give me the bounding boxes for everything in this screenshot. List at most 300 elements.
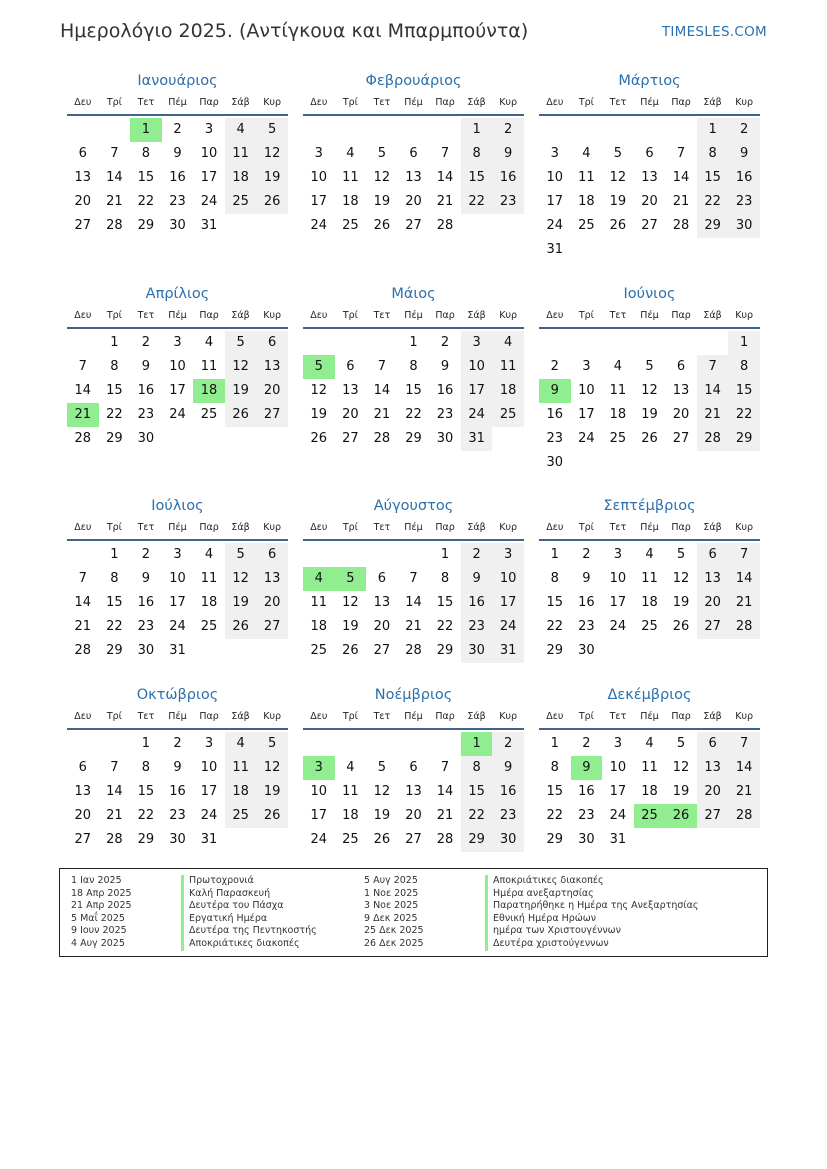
day-cell: 4 — [346, 760, 355, 775]
legend-holiday-name: Ημέρα ανεξαρτησίας — [485, 888, 698, 901]
day-cell: 8 — [110, 359, 119, 374]
day-cell: 6 — [256, 331, 288, 355]
day-cell: 6 — [409, 146, 418, 161]
day-cell: 8 — [550, 571, 559, 586]
day-cell: 14 — [436, 784, 454, 799]
day-cell: 16 — [137, 383, 155, 398]
weekday-label: Κυρ — [735, 711, 754, 722]
day-cell: 7 — [377, 359, 387, 374]
legend-date: 18 Απρ 2025 — [71, 887, 132, 899]
day-cell: 16 — [169, 170, 186, 185]
day-cell: 19 — [342, 619, 359, 634]
day-cell: 8 — [461, 142, 493, 166]
day-cell: 19 — [373, 194, 391, 209]
day-cell: 19 — [256, 780, 288, 804]
weekday-label: Κυρ — [735, 97, 754, 108]
empty-cell — [571, 331, 603, 355]
day-cell: 22 — [461, 804, 493, 828]
weekday-label: Κυρ — [263, 522, 282, 533]
weekday-label: Τρί — [578, 711, 594, 722]
weekday-header — [67, 92, 288, 116]
weekday-header — [539, 517, 760, 541]
day-cell: 8 — [697, 142, 729, 166]
weekday-label: Δευ — [546, 310, 564, 321]
day-cell: 22 — [436, 619, 454, 634]
day-cell: 17 — [609, 784, 627, 799]
day-cell: 4 — [613, 359, 623, 374]
day-cell: 17 — [200, 784, 218, 799]
day-cell: 20 — [256, 379, 288, 403]
month-name: Μάιος — [391, 286, 436, 302]
day-cell: 2 — [492, 118, 524, 142]
day-cell: 30 — [546, 455, 564, 470]
day-cell: 20 — [697, 591, 729, 615]
weekday-label: Κυρ — [499, 97, 518, 108]
day-cell: 12 — [256, 756, 288, 780]
day-cell: 22 — [106, 619, 123, 634]
legend-holiday-name: Παρατηρήθηκε η Ημέρα της Ανεξαρτησίας — [485, 900, 698, 913]
month-name: Σεπτέμβριος — [603, 498, 696, 514]
weekday-label: Δευ — [74, 97, 92, 108]
empty-cell — [398, 732, 430, 756]
weekday-label: Δευ — [310, 522, 328, 533]
day-cell: 12 — [373, 170, 391, 185]
day-cell: 20 — [405, 194, 422, 209]
weekday-label: Κυρ — [735, 310, 754, 321]
weekday-label: Σάβ — [231, 522, 250, 533]
legend-date: 1 Ιαν 2025 — [71, 875, 122, 886]
empty-cell — [539, 331, 571, 355]
day-cell: 10 — [609, 571, 627, 586]
day-cell: 19 — [641, 407, 658, 422]
month-name: Μάρτιος — [618, 73, 681, 89]
day-cell: 3 — [204, 736, 214, 751]
legend-date: 9 Δεκ 2025 — [364, 912, 418, 924]
day-cell: 14 — [697, 379, 729, 403]
weekday-label: Σάβ — [231, 711, 250, 722]
day-cell: 10 — [310, 170, 328, 185]
weekday-label: Πέμ — [168, 310, 187, 321]
legend-names-left — [181, 875, 317, 951]
day-cell: 14 — [106, 170, 123, 185]
day-cell: 27 — [405, 218, 422, 233]
day-cell: 24 — [461, 403, 493, 427]
weekday-label: Παρ — [199, 310, 219, 321]
day-cell: 28 — [697, 427, 729, 451]
day-cell: 17 — [200, 170, 218, 185]
day-cell: 19 — [672, 595, 690, 610]
day-cell: 17 — [546, 194, 564, 209]
day-cell: 18 — [225, 166, 257, 190]
page-title: Ημερολόγιο 2025. (Αντίγκουα και Μπαρμπούντα) — [60, 20, 529, 42]
day-cell: 30 — [578, 832, 595, 847]
day-cell: 11 — [342, 170, 359, 185]
day-cell: 29 — [728, 427, 760, 451]
day-cell: 18 — [342, 194, 359, 209]
empty-cell — [67, 118, 99, 142]
weekday-label: Κυρ — [499, 310, 518, 321]
legend-holiday-name: Αποκριάτικες διακοπές — [181, 938, 317, 951]
day-cell: 1 — [141, 736, 151, 751]
day-cell: 9 — [582, 571, 591, 586]
weekday-label: Παρ — [435, 310, 455, 321]
day-cell: 4 — [346, 146, 355, 161]
day-cell: 24 — [492, 615, 524, 639]
day-cell: 24 — [169, 619, 186, 634]
day-cell: 27 — [373, 643, 391, 658]
day-cell: 2 — [173, 736, 182, 751]
weekday-label: Τετ — [137, 711, 155, 722]
day-cell: 6 — [256, 543, 288, 567]
legend-holiday-name: ημέρα των Χριστουγέννων — [485, 925, 698, 938]
day-cell: 7 — [676, 146, 686, 161]
day-cell: 27 — [74, 832, 92, 847]
day-cell: 8 — [110, 571, 119, 586]
day-cell: 19 — [225, 379, 257, 403]
day-cell: 13 — [697, 756, 729, 780]
day-cell: 31 — [609, 832, 627, 847]
day-cell: 16 — [137, 595, 155, 610]
legend-holiday-name: Δευτέρα χριστούγεννων — [485, 938, 698, 951]
day-cell: 5 — [613, 146, 623, 161]
day-cell: 24 — [310, 218, 328, 233]
day-cell: 27 — [342, 431, 359, 446]
day-cell: 7 — [440, 146, 450, 161]
weekday-label: Τετ — [609, 310, 627, 321]
day-cell: 25 — [578, 218, 595, 233]
weekday-label: Κυρ — [499, 522, 518, 533]
weekday-label: Πέμ — [168, 522, 187, 533]
weekday-label: Παρ — [435, 522, 455, 533]
holiday-day-cell: 3 — [303, 756, 335, 780]
day-cell: 24 — [546, 218, 564, 233]
legend-holiday-name: Εθνική Ημέρα Ηρώων — [485, 913, 698, 926]
weekday-label: Τετ — [373, 310, 391, 321]
day-cell: 10 — [578, 383, 595, 398]
day-cell: 10 — [609, 760, 627, 775]
day-cell: 22 — [137, 808, 155, 823]
day-cell: 17 — [461, 379, 493, 403]
empty-cell — [429, 118, 461, 142]
day-cell: 16 — [436, 383, 454, 398]
day-cell: 23 — [169, 808, 186, 823]
day-cell: 21 — [373, 407, 391, 422]
day-cell: 26 — [373, 832, 391, 847]
day-cell: 12 — [256, 142, 288, 166]
weekday-label: Πέμ — [640, 310, 659, 321]
month-name: Φεβρουάριος — [365, 73, 462, 89]
holiday-day-cell: 5 — [303, 355, 335, 379]
day-cell: 17 — [169, 383, 186, 398]
day-cell: 8 — [728, 355, 760, 379]
day-cell: 1 — [461, 118, 493, 142]
weekday-label: Παρ — [435, 97, 455, 108]
day-cell: 7 — [110, 146, 119, 161]
day-cell: 31 — [169, 643, 186, 658]
day-cell: 3 — [314, 146, 323, 161]
legend-date: 3 Νοε 2025 — [364, 900, 419, 912]
weekday-label: Τετ — [373, 97, 391, 108]
day-cell: 16 — [578, 784, 595, 799]
day-cell: 23 — [578, 808, 595, 823]
empty-cell — [398, 543, 430, 567]
day-cell: 8 — [409, 359, 418, 374]
day-cell: 25 — [641, 619, 658, 634]
day-cell: 26 — [225, 403, 257, 427]
day-cell: 16 — [728, 166, 760, 190]
day-cell: 27 — [74, 218, 92, 233]
day-cell: 19 — [310, 407, 328, 422]
day-cell: 29 — [697, 214, 729, 238]
day-cell: 27 — [697, 804, 729, 828]
legend-holiday-name: Αποκριάτικες διακοπές — [485, 875, 698, 888]
day-cell: 15 — [106, 383, 123, 398]
day-cell: 16 — [546, 407, 564, 422]
day-cell: 18 — [578, 194, 595, 209]
day-cell: 14 — [672, 170, 690, 185]
weekday-label: Κυρ — [263, 310, 282, 321]
holiday-day-cell: 9 — [539, 379, 571, 403]
day-cell: 31 — [546, 242, 564, 257]
weekday-label: Σάβ — [703, 522, 722, 533]
empty-cell — [665, 331, 697, 355]
day-cell: 15 — [405, 383, 422, 398]
day-cell: 26 — [672, 619, 690, 634]
day-cell: 19 — [609, 194, 627, 209]
day-cell: 19 — [256, 166, 288, 190]
day-cell: 1 — [110, 335, 119, 350]
holiday-day-cell: 1 — [461, 732, 493, 756]
day-cell: 13 — [74, 170, 92, 185]
day-cell: 22 — [137, 194, 155, 209]
weekday-label: Πέμ — [404, 97, 423, 108]
day-cell: 5 — [377, 760, 387, 775]
day-cell: 20 — [672, 407, 690, 422]
day-cell: 3 — [173, 547, 182, 562]
day-cell: 6 — [697, 543, 729, 567]
legend-date: 25 Δεκ 2025 — [364, 925, 424, 937]
day-cell: 20 — [74, 808, 92, 823]
weekday-label: Σάβ — [467, 310, 486, 321]
month-block — [539, 283, 760, 475]
day-cell: 31 — [200, 832, 218, 847]
day-cell: 23 — [137, 407, 155, 422]
day-cell: 20 — [641, 194, 658, 209]
empty-cell — [99, 118, 131, 142]
day-cell: 5 — [676, 736, 686, 751]
weekday-label: Δευ — [310, 97, 328, 108]
weekday-header — [303, 92, 524, 116]
day-cell: 4 — [204, 547, 214, 562]
brand-link[interactable]: TIMESLES.COM — [661, 24, 767, 40]
day-cell: 3 — [204, 122, 214, 137]
day-cell: 11 — [641, 760, 658, 775]
day-cell: 20 — [697, 780, 729, 804]
day-cell: 31 — [492, 639, 524, 663]
day-cell: 28 — [74, 643, 92, 658]
empty-cell — [335, 331, 367, 355]
weekday-label: Πέμ — [640, 711, 659, 722]
day-cell: 13 — [697, 567, 729, 591]
day-cell: 30 — [492, 828, 524, 852]
day-cell: 25 — [492, 403, 524, 427]
day-cell: 15 — [546, 784, 564, 799]
day-cell: 3 — [613, 547, 623, 562]
day-cell: 25 — [225, 804, 257, 828]
weekday-label: Τρί — [342, 97, 358, 108]
empty-cell — [99, 732, 131, 756]
month-block — [303, 70, 524, 238]
day-cell: 21 — [106, 808, 123, 823]
day-cell: 29 — [461, 828, 493, 852]
day-cell: 3 — [173, 335, 182, 350]
day-cell: 11 — [225, 142, 257, 166]
legend-holiday-name: Πρωτοχρονιά — [181, 875, 317, 888]
empty-cell — [335, 118, 367, 142]
day-cell: 6 — [645, 146, 654, 161]
weekday-header — [67, 305, 288, 329]
day-cell: 22 — [546, 619, 564, 634]
day-cell: 27 — [672, 431, 690, 446]
day-cell: 15 — [137, 170, 155, 185]
day-cell: 25 — [200, 407, 218, 422]
weekday-label: Σάβ — [703, 711, 722, 722]
holiday-day-cell: 4 — [303, 567, 335, 591]
day-cell: 17 — [310, 194, 328, 209]
day-cell: 8 — [141, 146, 151, 161]
day-cell: 28 — [106, 218, 123, 233]
weekday-label: Τρί — [578, 522, 594, 533]
day-cell: 23 — [546, 431, 564, 446]
day-cell: 5 — [676, 547, 686, 562]
day-cell: 7 — [110, 760, 119, 775]
empty-cell — [303, 543, 335, 567]
day-cell: 27 — [641, 218, 658, 233]
day-cell: 26 — [225, 615, 257, 639]
day-cell: 14 — [405, 595, 422, 610]
day-grid — [303, 118, 524, 238]
day-cell: 1 — [697, 118, 729, 142]
day-cell: 7 — [78, 359, 87, 374]
day-cell: 15 — [697, 166, 729, 190]
month-name: Ιούνιος — [623, 286, 676, 302]
weekday-header — [539, 305, 760, 329]
day-cell: 1 — [440, 547, 450, 562]
day-cell: 6 — [409, 760, 418, 775]
day-cell: 18 — [225, 780, 257, 804]
day-cell: 28 — [436, 218, 454, 233]
day-cell: 16 — [578, 595, 595, 610]
day-cell: 14 — [74, 383, 92, 398]
day-cell: 21 — [697, 403, 729, 427]
legend-date: 5 Μαΐ 2025 — [71, 912, 125, 924]
empty-cell — [67, 732, 99, 756]
day-cell: 5 — [225, 331, 257, 355]
day-cell: 13 — [342, 383, 359, 398]
legend-date: 26 Δεκ 2025 — [364, 937, 424, 949]
empty-cell — [398, 118, 430, 142]
weekday-label: Κυρ — [263, 711, 282, 722]
day-cell: 10 — [200, 760, 218, 775]
day-cell: 22 — [461, 190, 493, 214]
day-cell: 4 — [582, 146, 591, 161]
legend-dates-right — [364, 875, 424, 951]
day-grid — [539, 118, 760, 262]
legend-names-right — [485, 875, 698, 951]
day-cell: 28 — [728, 615, 760, 639]
day-grid — [67, 732, 288, 852]
day-cell: 23 — [436, 407, 454, 422]
day-cell: 11 — [310, 595, 328, 610]
weekday-header — [303, 706, 524, 730]
empty-cell — [571, 118, 603, 142]
day-cell: 11 — [641, 571, 658, 586]
day-cell: 11 — [492, 355, 524, 379]
weekday-label: Κυρ — [499, 711, 518, 722]
day-cell: 23 — [728, 190, 760, 214]
weekday-label: Δευ — [74, 522, 92, 533]
day-cell: 4 — [225, 118, 257, 142]
day-cell: 28 — [672, 218, 690, 233]
month-name: Απρίλιος — [145, 286, 210, 302]
weekday-label: Τετ — [373, 711, 391, 722]
day-cell: 29 — [137, 218, 155, 233]
empty-cell — [67, 543, 99, 567]
day-cell: 21 — [106, 194, 123, 209]
month-block — [67, 70, 288, 238]
day-cell: 21 — [728, 780, 760, 804]
day-grid — [539, 331, 760, 475]
day-cell: 10 — [461, 355, 493, 379]
day-cell: 14 — [373, 383, 391, 398]
day-cell: 13 — [74, 784, 92, 799]
day-cell: 18 — [342, 808, 359, 823]
day-cell: 29 — [405, 431, 422, 446]
legend-date: 1 Νοε 2025 — [364, 887, 419, 899]
day-cell: 2 — [141, 547, 151, 562]
weekday-label: Τετ — [137, 310, 155, 321]
day-cell: 13 — [641, 170, 658, 185]
day-cell: 20 — [342, 407, 359, 422]
day-cell: 18 — [609, 407, 627, 422]
empty-cell — [429, 732, 461, 756]
day-cell: 13 — [256, 355, 288, 379]
weekday-label: Πέμ — [404, 522, 423, 533]
weekday-label: Παρ — [671, 97, 691, 108]
day-cell: 30 — [578, 643, 595, 658]
day-cell: 12 — [225, 355, 257, 379]
empty-cell — [366, 331, 398, 355]
day-cell: 13 — [373, 595, 391, 610]
day-cell: 12 — [225, 567, 257, 591]
weekday-label: Παρ — [671, 310, 691, 321]
month-block — [67, 684, 288, 852]
weekday-label: Πέμ — [168, 97, 187, 108]
weekday-label: Παρ — [199, 97, 219, 108]
day-cell: 10 — [200, 146, 218, 161]
day-cell: 26 — [256, 804, 288, 828]
day-cell: 27 — [697, 615, 729, 639]
holiday-day-cell: 18 — [193, 379, 225, 403]
day-cell: 2 — [141, 335, 151, 350]
day-cell: 9 — [173, 146, 182, 161]
empty-cell — [303, 331, 335, 355]
day-cell: 24 — [200, 194, 218, 209]
day-cell: 7 — [409, 571, 418, 586]
day-cell: 11 — [342, 784, 359, 799]
weekday-label: Σάβ — [467, 97, 486, 108]
day-cell: 11 — [200, 359, 218, 374]
